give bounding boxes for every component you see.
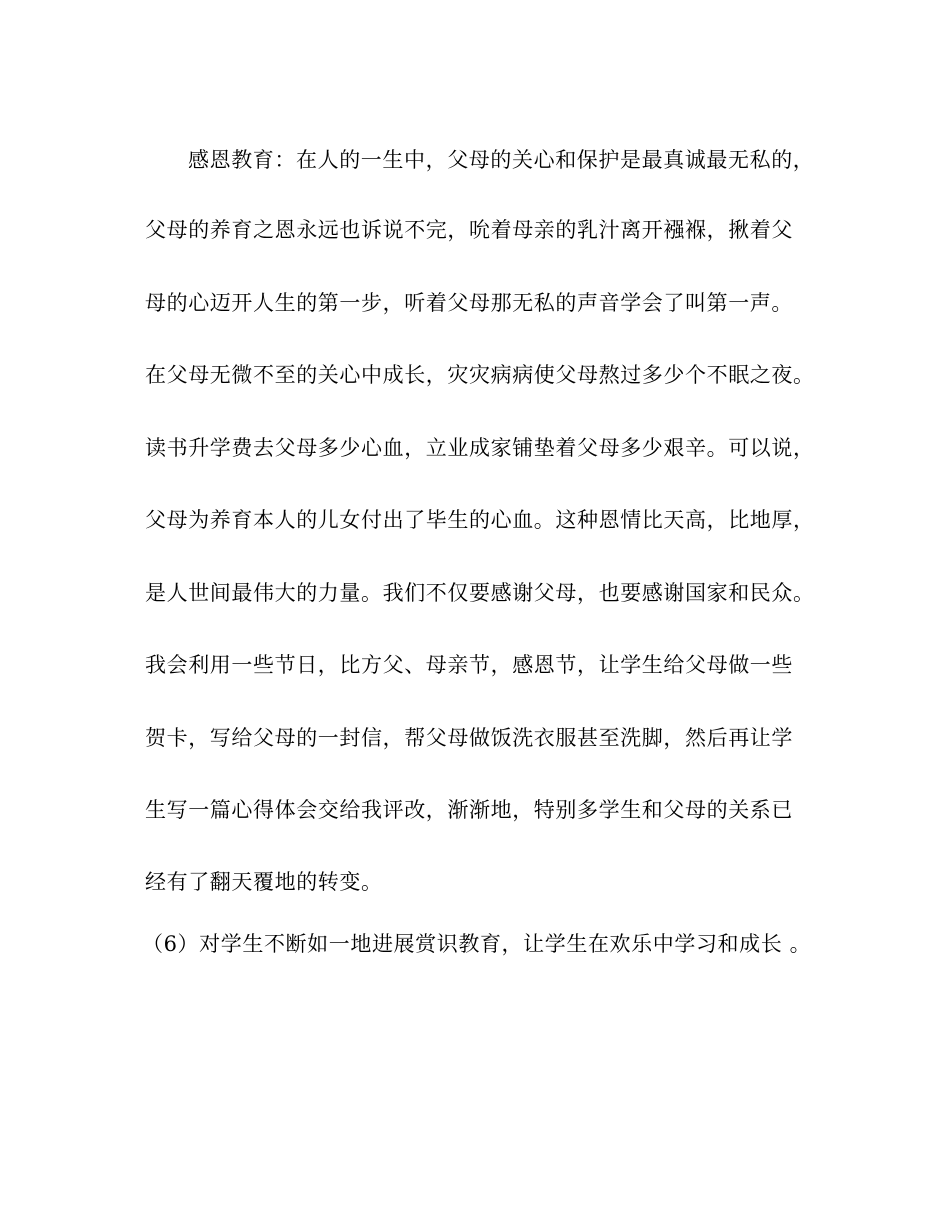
paragraph-line-7: 是人世间最伟大的力量。我们不仅要感谢父母，也要感谢国家和民众。 <box>145 581 815 605</box>
paragraph-line-3: 母的心迈开人生的第一步，听着父母那无私的声音学会了叫第一声。 <box>145 291 793 315</box>
paragraph-line-9: 贺卡，写给父母的一封信，帮父母做饭洗衣服甚至洗脚，然后再让学 <box>145 726 793 750</box>
paragraph-line-8: 我会利用一些节日，比方父、母亲节，感恩节，让学生给父母做一些 <box>145 653 793 677</box>
paragraph-line-11: 经有了翻天覆地的转变。 <box>145 870 383 894</box>
paragraph-line-10: 生写一篇心得体会交给我评改，渐渐地，特别多学生和父母的关系已 <box>145 798 793 822</box>
paragraph-line-4: 在父母无微不至的关心中成长，灾灾病病使父母熬过多少个不眠之夜。 <box>145 363 815 387</box>
paragraph-line-5: 读书升学费去父母多少心血，立业成家铺垫着父母多少艰辛。可以说， <box>145 436 815 460</box>
list-item-6: （6）对学生不断如一地进展赏识教育，让学生在欢乐中学习和成长 。 <box>142 932 812 956</box>
paragraph-line-1: 感恩教育：在人的一生中，父母的关心和保护是最真诚最无私的， <box>188 148 815 172</box>
paragraph-line-2: 父母的养育之恩永远也诉说不完，吮着母亲的乳汁离开襁褓，揪着父 <box>145 218 793 242</box>
paragraph-line-6: 父母为养育本人的儿女付出了毕生的心血。这种恩情比天高，比地厚， <box>145 508 815 532</box>
